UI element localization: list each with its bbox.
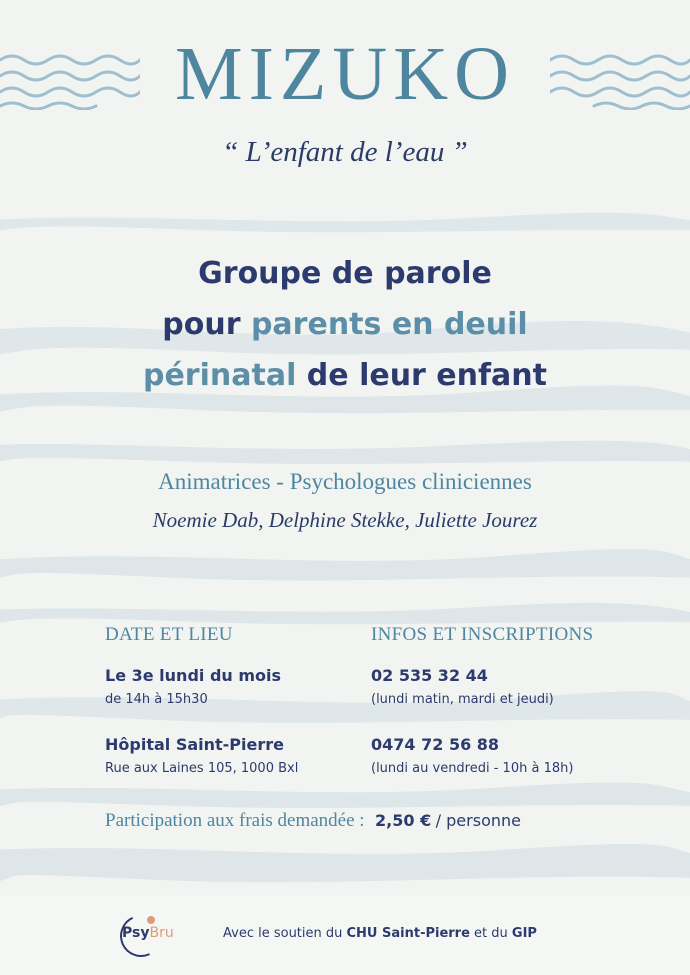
headline-line-3 xyxy=(0,350,690,401)
headline-line-2 xyxy=(0,299,690,350)
place-item xyxy=(105,735,355,776)
team-names: Noemie Dab, Delphine Stekke, Juliette Jourez xyxy=(152,508,538,532)
phone-2-item xyxy=(371,735,671,776)
participation-label: Participation aux frais demandée : xyxy=(105,810,365,831)
infos-section xyxy=(371,624,671,804)
date-when: Le 3e lundi du mois xyxy=(105,666,282,685)
psybru-logo xyxy=(118,913,198,957)
phone-1-item xyxy=(371,666,671,707)
date-item xyxy=(105,666,355,707)
headline-line-3-accent: périnatal xyxy=(142,358,297,393)
footer xyxy=(0,895,690,975)
headline-line-2-start: pour xyxy=(162,307,251,342)
infos-title: INFOS ET INSCRIPTIONS xyxy=(371,624,594,645)
date-lieu-section xyxy=(105,624,355,804)
team-title: Animatrices - Psychologues cliniciennes xyxy=(158,469,532,494)
headline-line-3-end: de leur enfant xyxy=(296,358,547,393)
phone-2-number[interactable]: 0474 72 56 88 xyxy=(371,735,500,754)
place-address: Rue aux Laines 105, 1000 Bxl xyxy=(105,761,299,776)
support-chu: CHU Saint-Pierre xyxy=(346,926,470,941)
participation-price: 2,50 € xyxy=(375,811,432,830)
phone-1-hours: (lundi matin, mardi et jeudi) xyxy=(371,692,554,707)
phone-2-hours: (lundi au vendredi - 10h à 18h) xyxy=(371,761,574,776)
logo-text-psy: Psy xyxy=(122,925,150,941)
logo-text-bru: Bru xyxy=(149,925,174,941)
logo-dot-icon xyxy=(147,916,155,924)
logo-text xyxy=(122,925,174,941)
headline-line-1: Groupe de parole xyxy=(198,256,492,291)
support-gip: GIP xyxy=(511,926,537,941)
headline-line-2-accent: parents en deuil xyxy=(250,307,528,342)
date-hours: de 14h à 15h30 xyxy=(105,692,208,707)
participation-line xyxy=(105,810,521,832)
place-name: Hôpital Saint-Pierre xyxy=(105,735,284,754)
support-text-a: Avec le soutien du xyxy=(223,926,347,941)
phone-1-number[interactable]: 02 535 32 44 xyxy=(371,666,488,685)
brand-tagline: “ L’enfant de l’eau ” xyxy=(222,136,468,168)
headline xyxy=(0,248,690,401)
support-text-c: et du xyxy=(469,926,512,941)
participation-unit: / personne xyxy=(435,811,521,830)
support-text xyxy=(223,926,537,941)
date-lieu-title: DATE ET LIEU xyxy=(105,624,233,645)
brand-title: MIZUKO xyxy=(175,32,515,116)
